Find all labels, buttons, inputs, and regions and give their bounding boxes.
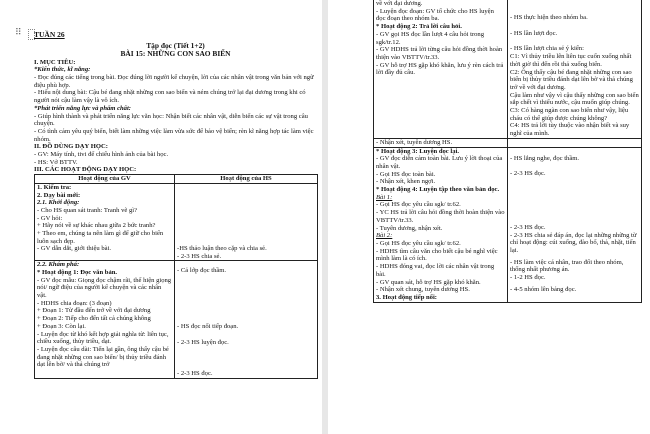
cell-line: 2. Dạy bài mới: [37,191,81,199]
page-right [328,0,647,434]
competence-2: - Có tình cảm yêu quý biển, biết làm những việc làm vừa sức để bảo vệ biển; rèn kĩ năng hợp tác làm việc nhóm. [34,127,314,143]
cell-line: - 2-3 HS đọc. [510,223,546,231]
cell-line: - GV hỗ trợ HS gặp khó khăn, lưu ý rèn cách trả lời đầy đủ câu. [376,61,504,77]
section-activities: III. CÁC HOẠT ĐỘNG DẠY HỌC: [34,166,137,174]
cell-line: - Cho HS quan sát tranh: Tranh vẽ gì? [37,206,137,214]
cell-line: C3: Có hàng ngàn con sao biển như vậy, liệu cháu có thể giúp được chúng không? [510,107,629,122]
cell-line: - GV quan sát, hỗ trợ HS gặp khó khăn. [376,278,481,286]
cell-line: - GV đọc diễn cảm toàn bài. Lưu ý lời thoại của nhân vật. [376,155,503,170]
student-cell [175,183,318,260]
section-materials: II. ĐỒ DÙNG DẠY HỌC: [34,143,108,151]
cell-line: - 2-3 HS chia sẻ đáp án, đọc lại những những từ chỉ hoạt động: cúi xuống, đào bổ, thả, nhặt, tiến lại. [510,231,637,255]
section-goals: I. MỤC TIÊU: [34,58,76,66]
cell-line: về với đại dương. [376,0,423,7]
cell-line: - HS thực hiện theo nhóm ba. [510,14,588,21]
week-label: TUẦN 26 [34,30,65,39]
cell-line: C2: Ông thấy cậu bé đang nhặt những con sao biển bị thủy triều đánh dạt lên bờ và thả chúng trở về với đại dương. [510,68,633,91]
student-cell [508,147,642,302]
header-student: Hoạt động của HS [175,175,318,184]
page-left [3,0,322,434]
cell-line: - GV dẫn dắt, giới thiệu bài. [37,245,112,253]
activity-table-right [373,0,642,303]
cell-line: - GV gọi HS đọc lần lượt 4 câu hỏi trong sgk/tr.12. [376,30,485,46]
cell-line: 3. Hoạt động tiếp nối: [376,293,437,301]
cell-line: 2.2. Khám phá: [37,261,80,269]
cell-line: - HS đọc nối tiếp đoạn. [177,322,239,330]
table-header [35,175,318,184]
activity-table-left [34,174,318,379]
teacher-cell [374,0,508,138]
cell-line: - Luyện đọc câu dài: Tiến lại gần, ông thấy cậu bé đang nhặt những con sao biển/ bị thủy triều đánh dạt lên bờ/ và thả chúng trở [37,345,169,369]
teacher-cell [374,147,508,302]
cell-line: * Hoạt động 4: Luyện tập theo văn bản đọc. [376,186,500,194]
cell-line: - 4-5 nhóm lên bảng đọc. [510,285,577,293]
cell-line: + Hãy nói về sự khác nhau giữa 2 bức tranh? [37,222,156,230]
student-cell [175,261,318,379]
cell-line: - HS làm việc cá nhân, trao đổi theo nhóm, thống nhất phương án. [510,258,624,274]
cell-line: - Luyện đọc đoạn: GV tổ chức cho HS luyện đọc đoạn theo nhóm ba. [376,7,494,23]
table-row [374,147,642,302]
cell-line: - HDHS chia đoạn: (3 đoạn) [37,299,112,307]
knowledge-heading: *Kiến thức, kĩ năng: [34,66,91,74]
cell-line: C4: HS trả lời tùy thuộc vào nhận biết và suy nghĩ của mình. [510,122,630,138]
cell-line: - Gọi HS đọc yêu cầu sgk/ tr.62. [376,201,461,209]
student-cell [508,0,642,138]
cell-line: + Đoạn 3: Còn lại. [37,322,86,330]
lesson-body [34,42,317,379]
cell-line: - Cả lớp đọc thầm. [177,267,227,275]
cell-line: - 1-2 HS đọc. [510,274,546,282]
cell-line: * Hoạt động 3: Luyện đọc lại. [376,147,459,155]
cell-line: + Theo em, chúng ta nên làm gì để giữ cho biển luôn sạch đẹp. [37,230,164,245]
cell-line: - Gọi HS đọc toàn bài. [376,170,436,178]
cell-line: -HS thảo luận theo cặp và chia sẻ. [177,244,267,252]
cell-line: + Đoạn 1: Từ đầu đến trở về với đại dương [37,307,151,315]
cell-line: - Nhận xét, khen ngợi. [376,178,436,186]
table-row [374,138,642,147]
knowledge-2: - Hiểu nội dung bài: Cậu bé đang nhặt những con sao biển và ném chúng trở lại đại dương trong khi có người nói cậu làm vậy là vô ích. [34,89,306,105]
student-cell [508,138,642,147]
cell-line: 1. Kiểm tra: [37,183,72,191]
lesson-subtitle: BÀI 15: NHỮNG CON SAO BIỂN [120,49,231,59]
cell-line: 2.1. Khởi động: [37,199,80,207]
table-row [35,183,318,260]
drag-handle-icon[interactable]: ⠿ [15,28,21,38]
cell-line: - YC HS trả lời câu hỏi đồng thời hoàn thiện vào VBTTV/tr.33. [376,209,505,224]
teacher-cell [35,261,175,379]
header-teacher: Hoạt động của GV [35,175,175,184]
cell-line: - Gọi HS đọc yêu cầu sgk/ tr.62. [376,239,461,247]
table-row [35,261,318,379]
cell-line: - HS lắng nghe, đọc thầm. [510,154,580,162]
competence-heading: *Phát triển năng lực và phẩm chất: [34,104,132,112]
cell-line: - Nhận xét, tuyên dương HS. [376,138,453,146]
cell-line: Bài 1: [376,193,393,201]
cell-line: * Hoạt động 2: Trả lời câu hỏi. [376,23,462,31]
cell-line: - GV HDHS trả lời từng câu hỏi đồng thời hoàn thiện vào VBTTV/tr.33. [376,46,503,61]
cell-line: - 2-3 HS đọc. [510,170,546,178]
cell-line: - 2-3 HS đọc. [177,370,213,378]
cell-line: - 2-3 HS chia sẻ. [177,252,222,260]
cell-line: * Hoạt động 1: Đọc văn bản. [37,268,118,276]
cell-line: - 2-3 HS luyện đọc. [177,338,229,346]
cell-line: - Luyện đọc từ khó kết hợp giải nghĩa từ: liên tục, chiều xuống, thủy triều, dạt. [37,330,169,346]
cell-line: - HDHS tìm câu văn cho biết cậu bé nghĩ việc mình làm là có ích. [376,247,498,263]
material-student: - HS: Vở BTTV. [34,158,78,166]
knowledge-1: - Đọc đúng các tiếng trong bài. Đọc đúng lời người kể chuyện, lời của các nhân vật trong văn bản với ngữ điệu phù hợp. [34,74,314,89]
cell-line: - GV đọc mẫu: Giọng đọc chậm rãi, thể hiện giọng nói/ ngữ điệu của người kể chuyện và các nhân vật. [37,276,172,300]
teacher-cell [374,138,508,147]
lesson-title: Tập đọc (Tiết 1+2) [146,41,205,50]
cell-line: Bài 2: [376,232,393,240]
cell-line: - HS lần lượt chia sẻ ý kiến: [510,45,584,53]
cell-line: - GV hỏi: [37,214,63,222]
cell-line: - HS lần lượt đọc. [510,29,558,37]
material-teacher: - GV: Máy tính, tivi để chiếu hình ảnh của bài học. [34,151,169,159]
teacher-cell [35,183,175,260]
table-row [374,0,642,138]
cell-line: - Tuyên dương, nhận xét. [376,224,443,232]
cell-line: + Đoạn 2: Tiếp cho đến tất cả chúng không [37,315,151,323]
cell-line: Cậu làm như vậy vì cậu thấy những con sao biển sắp chết vì thiếu nước, cậu muốn giúp chúng. [510,91,639,107]
cell-line: C1: Vì thủy triều lên liên tục cuốn xuống nhất thời giờ thì đến rồi thả xuống biển. [510,53,632,68]
cell-line: - Nhận xét chung, tuyên dương HS. [376,286,470,294]
competence-1: - Giúp hình thành và phát triển năng lực văn học: Nhận biết các nhân vật, diễn biến các sự vật trong câu chuyện. [34,112,308,128]
cell-line: - HDHS đóng vai, đọc lời các nhân vật trong bài. [376,263,495,278]
